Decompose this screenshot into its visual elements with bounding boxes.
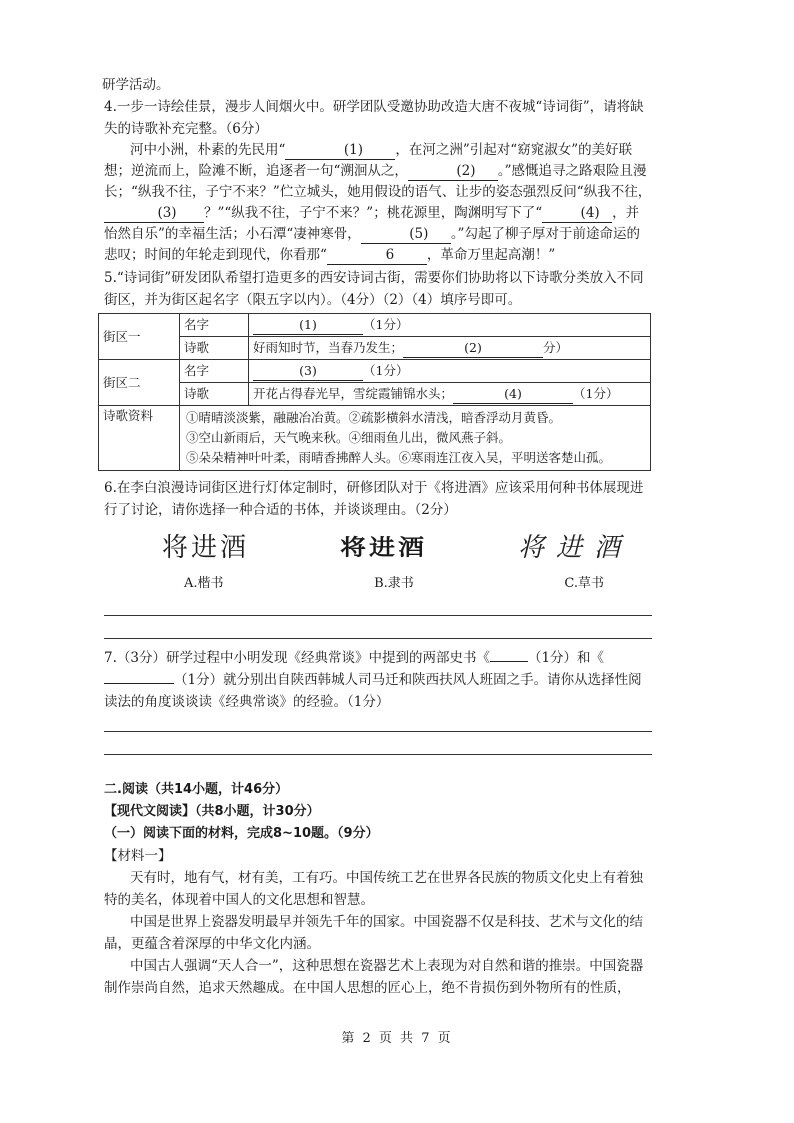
answer-line-6-2[interactable] xyxy=(104,620,652,639)
question-6-stem: 6.在李白浪漫诗词街区进行灯体定制时，研修团队对于《将进酒》应该采用何种书体展现进行了讨论，请你选择一种合适的书体，并谈谈理由。（2分） xyxy=(104,480,644,518)
part-1-heading: （一）阅读下面的材料，完成8~10题。（9分） xyxy=(104,826,379,841)
district-2-poem-row: 开花占得春光早，雪绽霞铺锦水头； (4) （1分） xyxy=(249,383,651,406)
page-footer: 第 2 页 共 7 页 xyxy=(341,1031,453,1046)
district-1-poem-row: 好雨知时节，当春乃发生； (2) 分） xyxy=(249,337,651,360)
section-2-title: 二.阅读（共14小题，计46分） xyxy=(104,782,289,797)
district-2-name-row: (3) （1分） xyxy=(249,360,651,383)
district-2-label: 街区二 xyxy=(99,360,180,406)
answer-line-7-2[interactable] xyxy=(104,736,652,755)
option-c[interactable]: C.草书 xyxy=(564,576,604,591)
kaishu-sample: 将进酒 xyxy=(162,533,250,563)
material-1-label: 【材料一】 xyxy=(104,848,172,864)
blank-4-6[interactable]: 6 xyxy=(327,246,427,265)
question-4-body: 河中小洲，朴素的先民用“ (1) ，在河之洲”引起对“窈窕淑女”的美好联想；逆流而上，险滩不断，追逐者一句“溯洄从之， (2) 。”感慨追寻之路艰险且漫长；“纵我不往，子宁不来？”伫立城头，她用假设的语气、让步的姿态强烈反问“纵我不往，(3) ？”“纵我不往，子宁不来？”；桃花源里，陶渊明写下了“ (4) ，并怡然自乐”的幸福生活；小石潭“凄神寒骨， (5) 。”勾起了柳子厚对于前途命运的悲叹；时间的年轮走到现代，你看那“ 6 ，革命万里起高潮！” xyxy=(104,142,652,263)
poem-resources: ①晴晴淡淡紫，融融冶冶黄。②疏影横斜水清浅，暗香浮动月黄昏。 ③空山新雨后，天气晚来秋。④细雨鱼儿出，微风燕子斜。 ⑤朵朵精神叶叶柔，雨晴香拂醉人头。⑥寒雨连江夜入吴，平明送客楚山孤。 xyxy=(180,406,651,471)
name-label: 名字 xyxy=(180,314,249,337)
answer-line-6-1[interactable] xyxy=(104,597,652,616)
blank-5-3[interactable]: (3) xyxy=(253,362,363,381)
district-1-name-row: (1) （1分） xyxy=(249,314,651,337)
blank-4-5[interactable]: (5) xyxy=(361,225,451,244)
poem-label: 诗歌 xyxy=(180,383,249,406)
name-label: 名字 xyxy=(180,360,249,383)
previous-text-tail: 研学活动。 xyxy=(102,77,170,93)
paragraph-3: 中国古人强调“天人合一”，这种思想在瓷器艺术上表现为对自然和谐的推崇。中国瓷器制作崇尚自然，追求天然趣成。在中国人思想的匠心上，绝不肯损伤到外物所有的性质， xyxy=(104,958,644,996)
option-b[interactable]: B.隶书 xyxy=(374,576,414,591)
blank-4-1[interactable]: (1) xyxy=(285,141,395,160)
district-1-label: 街区一 xyxy=(99,314,180,360)
calligraphy-options xyxy=(184,573,604,595)
question-5-stem: 5.“诗词街”研发团队希望打造更多的西安诗词古街，需要你们协助将以下诗歌分类放入不同街区，并为街区起名字（限五字以内）。（4分）（2）（4）填序号即可。 xyxy=(104,270,644,308)
calligraphy-samples xyxy=(162,533,632,563)
paragraph-2: 中国是世界上瓷器发明最早并领先千年的国家。中国瓷器不仅是科技、艺术与文化的结晶，更蕴含着深厚的中华文化内涵。 xyxy=(104,914,643,952)
blank-4-2[interactable]: (2) xyxy=(408,162,498,181)
lishu-sample: 将进酒 xyxy=(339,535,427,561)
paragraph-1: 天有时，地有气，材有美，工有巧。中国传统工艺在世界各民族的物质文化史上有着独特的美名，体现着中国人的文化思想和智慧。 xyxy=(104,870,643,908)
poem-label: 诗歌 xyxy=(180,337,249,360)
question-4-stem: 4.一步一诗绘佳景，漫步人间烟火中。研学团队受邀协助改造大唐不夜城“诗词街”，请将缺失的诗歌补充完整。（6分） xyxy=(104,99,644,137)
blank-7-2[interactable] xyxy=(104,683,174,684)
blank-5-2[interactable]: (2) xyxy=(403,339,543,358)
modern-reading-heading: 【现代文阅读】（共8小题，计30分） xyxy=(104,804,320,819)
street-table xyxy=(98,313,651,471)
blank-5-1[interactable]: (1) xyxy=(253,316,363,335)
option-a[interactable]: A.楷书 xyxy=(184,576,224,591)
blank-7-1[interactable] xyxy=(490,661,528,662)
poem-resources-label: 诗歌资料 xyxy=(99,406,180,471)
caoshu-sample: 将进酒 xyxy=(517,533,632,563)
question-7: 7.（3分）研学过程中小明发现《经典常谈》中提到的两部史书《 （1分）和《（1分）就分别出自陕西韩城人司马迁和陕西扶风人班固之手。请你从选择性阅读法的角度谈谈读《经典常谈》的经验。（1分） xyxy=(104,650,642,710)
answer-line-7-1[interactable] xyxy=(104,713,652,732)
blank-4-3[interactable]: (3) xyxy=(104,204,204,223)
blank-4-4[interactable]: (4) xyxy=(542,204,612,223)
blank-5-4[interactable]: (4) xyxy=(453,385,573,404)
exam-page xyxy=(104,74,652,999)
